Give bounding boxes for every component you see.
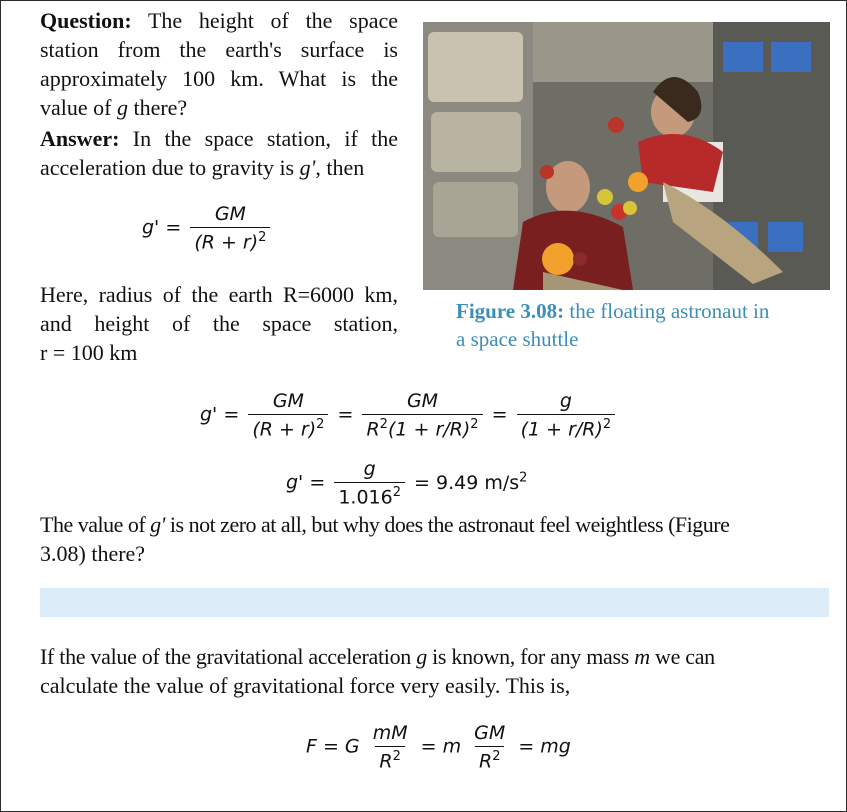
equation-derivation: g' = $\frac{GM}{(R + r)^2}$ = $\frac{GM}{R^2(1 + r/R)^2}$ = $\frac{g}{(1 + r/R)^2}$ xyxy=(200,390,618,440)
force-line-2: calculate the value of gravitational force very easily. This is, xyxy=(40,673,571,698)
astronaut-photo xyxy=(423,22,830,290)
given-line-3: r = 100 km xyxy=(40,340,138,365)
figure-label: Figure 3.08: xyxy=(456,299,565,323)
figure-caption: Figure 3.08: the floating astronaut in a space shuttle xyxy=(456,299,770,351)
weightless-line-2: 3.08) there? xyxy=(40,541,146,566)
given-line-1: Here, radius of the earth R=6000 km, xyxy=(40,282,398,307)
highlight-band xyxy=(40,588,829,617)
equation-force: F = G $\frac{mM}{R^2}$ = m $\frac{GM}{R^2}$ = mg xyxy=(306,722,571,773)
answer-line-1: Answer: In the space station, if the xyxy=(40,126,398,151)
astronaut-photo-illustration xyxy=(423,22,830,290)
question-line-4: value of g there? xyxy=(40,95,188,120)
force-line-1: If the value of the gravitational acceleration g is known, for any mass m we can xyxy=(40,644,715,669)
question-line-3: approximately 100 km. What is the xyxy=(40,66,398,91)
question-line-1: Question: The height of the space xyxy=(40,8,398,33)
answer-label: Answer: xyxy=(40,126,120,151)
given-line-2: and height of the space station, xyxy=(40,311,398,336)
weightless-line-1: The value of g' is not zero at all, but why does the astronaut feel weightless (Figure xyxy=(40,512,730,537)
equation-result: g' = $\frac{g}{1.016^2}$ = 9.49 $m/s^2$ xyxy=(286,458,528,509)
equation-g-prime: g' = $\frac{GM}{(R + r)^2}$ xyxy=(142,203,273,253)
answer-line-2: acceleration due to gravity is g', then xyxy=(40,155,365,180)
question-line-2: station from the earth's surface is xyxy=(40,37,398,62)
question-label: Question: xyxy=(40,8,132,33)
